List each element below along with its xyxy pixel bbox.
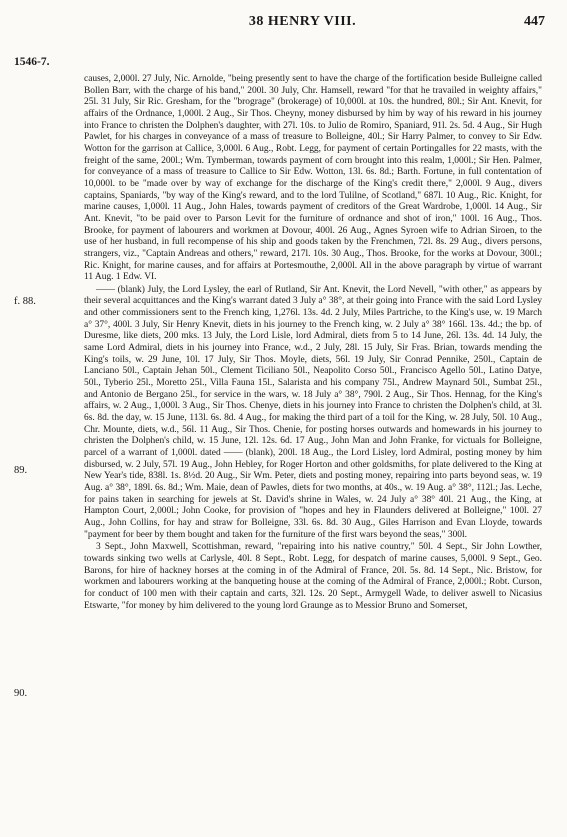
page-header [60, 14, 545, 36]
paragraph: —— (blank) July, the Lord Lysley, the earl of Rutland, Sir Ant. Knevit, the Lord Nevell, "with other," as appears by their several acquittances and the King's warrant dated 3 July a° 38°, at their going into France with the said Lord Lysley and other commissioners sent to the French king, 1,276l. 13s. 4d. 2 July, Miles Partriche, to the King's use, w. 19 March a° 37°, 400l. 3 July, Sir Henry Knevit, diets in his journey to the French king, w. 2 July a° 38° 166l. 13s. 4d.; the bp. of Duresme, like diets, 200 mks. 13 July, the Lord Lisle, lord Admiral, diets from 5 to 14 June, 26l. 13s. 4d. 14 July, the same Lord Admiral, diets in his journey into France, w.d., 2 July, 28l. 15 July, Sir Fras. Brian, towards mending the King's toils, w. 29 June, 10l. 17 July, Sir Thos. Moyle, diets, 56l. 19 July, Sir Conrad Pennike, 250l., Captain de Lanciano 50l., Captain Jehan 50l., Clement Ticiliano 50l., Neapolito Corso 50l., Francisco Agello 50l., Latino Datye, 50l., Tyberio 25l., Moretto 25l., Villa Fauna 15l., Salarista and his company 75l., Andrew Maynard 50l., Sumbat 25l., and Antonio de Bergano 25l., for service in the wars, w. 18 July a° 38°, 790l. 2 Aug., Sir Thos. Hennag, for the King's affairs, w. 2 Aug., 1,000l. 3 Aug., Sir Thos. Chenye, diets in his journey into France to christen the Dolphen's child, at 3l. 6s. 8d. the day, w. 15 June, 113l. 6s. 8d. 4 Aug., for making the third part of a toil for the King, w. 28 July, 50l. 10 Aug., Chr. Mounte, diets, w.d., 56l. 11 Aug., Sir Thos. Chenie, for posting horses outwards and homewards in his journey to christen the Dolphen's child, w. 15 June, 12l. 12s. 6d. 17 Aug., John Man and John Franke, for victuals for Bolleigne, parcel of a warrant of 1,000l. dated —— (blank), 200l. 18 Aug., the Lord Lisley, lord Admiral, posting money by him disbursed, w. 2 July, 57l. 19 Aug., John Hebley, for Roger Horton and other goldsmiths, for plate delivered to the King at New Year's tide, 838l. 1s. 8½d. 20 Aug., Sir Wm. Peter, diets and posting money, repairing into parts beyond seas, w. 19 Aug. a° 38°, 189l. 6s. 8d.; Wm. Maie, dean of Pawles, diets for two months, at 40s., w. 19 Aug. a° 38°, 112l.; Jas. Leche, for pains taken in searching for jewels at St. David's shrine in Wales, w. 24 July a° 38° 40l. 21 Aug., the King, at Hampton Court, 2,000l.; John Cooke, for provision of "hopes and hey in Flaunders delivered at Bolleigne," 100l. 27 Aug., John Collins, for hay and straw for Bolleigne, 33l. 6s. 8d. 30 Aug., Giles Harrison and Evan Lloyde, towards "payment for beer by them bought and taken for the furniture of the first wars beyond the seas," 300l. [84, 284, 542, 540]
page-number: 447 [524, 14, 545, 29]
year-marginal: 1546-7. [14, 56, 50, 68]
folio-note: 89. [14, 465, 28, 476]
folio-note: 90. [14, 688, 28, 699]
running-title: 38 HENRY VIII. [248, 14, 357, 29]
body-text [84, 74, 542, 612]
paragraph: causes, 2,000l. 27 July, Nic. Arnolde, "being presently sent to have the charge of the fortification beside Bulleigne called Bollen Barr, with the charge of his band," 200l. 30 July, Chr. Hamsell, reward "for that he travailed in weighty affairs," 25l. 31 July, Sir Ric. Gresham, for the "brograge" (brokerage) of 10,000l. at 10s. the hundred, 80l.; Sir Ant. Knevit, for affairs of the Ordnance, 1,000l. 2 Aug., Sir Thos. Cheyny, money disbursed by him by way of his reward in his journey into France to christen the Dolphen's daughter, with 27l. 10s. to Julio de Romiro, Spaniard, 91l. 2s. 5d. 4 Aug., Sir Hugh Pawlet, for his charges in conveyance of a mass of treasure to Bolleigne, 40l.; Sir Harry Palmer, to convey to Sir Edw. Wotton for the garrison at Callice, 3,000l. 6 Aug., Robt. Legg, for payment of certain Portingalles for 22 masts, with the freight of the same, 200l.; Wm. Tymberman, towards payment of corn brought into this realm, 1,000l.; Sir Hen. Palmer, for conveyance of a mass of treasure to Callice to Sir Edw. Wotton, 13l. 6s. 8d.; Barth. Fortune, in full contentation of 10,000l. to be "made over by way of exchange for the discharge of the King's credit there," 2,000l. 9 Aug., divers captains, Spaniards, "by way of the King's reward, and to the lord Tulilne, of Scotland," 687l. 10 Aug., Ric. Knight, for marine causes, 1,000l. 11 Aug., John Hales, towards payment of creditors of the Great Wardrobe, 1,000l. 14 Aug., Sir Ant. Knevit, "to be paid over to Parson Levit for the furniture of ordnance and shot of iron," 100l. 16 Aug., Thos. Brooke, for payment of labourers and workmen at Dovour, 400l. 26 Aug., Agnes Syroen wife to Adrian Siroen, to the use of her husband, in full recompense of his ship and goods taken by the Frenchmen, 72l. 8s. 29 Aug., divers persons, strangers, viz., "Captain Andreas and others," reward, 217l. 10s. 30 Aug., Thos. Brooke, for the works at Dovour, 300l.; Ric. Knight, for marine causes, and for affairs at Portesmouthe, 2,000l. All in the above paragraph by virtue of warrant 11 Aug. 1 Edw. VI. [84, 74, 542, 283]
folio-note: f. 88. [14, 296, 36, 307]
paragraph: 3 Sept., John Maxwell, Scottishman, reward, "repairing into his native country," 50l. 4 Sept., Sir John Lowther, towards sinking two wells at Carlysle, 40l. 8 Sept., Robt. Legg, for despatch of marine causes, 5,000l. 9 Sept., Geo. Barons, for hire of hackney horses at the coming in of the Admiral of France, 20l. 5s. 8d. 14 Sept., Nic. Bristow, for workmen and labourers working at the banqueting house at the coming of the Admiral of France, 2,000l.; Robt. Curson, for conduct of 100 men with their captain and carts, 32l. 12s. 20 Sept., Armygell Wade, to deliver aswell to Nicasius Etswarte, "for money by him delivered to the young lord Graunge as to Messior Bruno and Somerset, [84, 542, 542, 611]
